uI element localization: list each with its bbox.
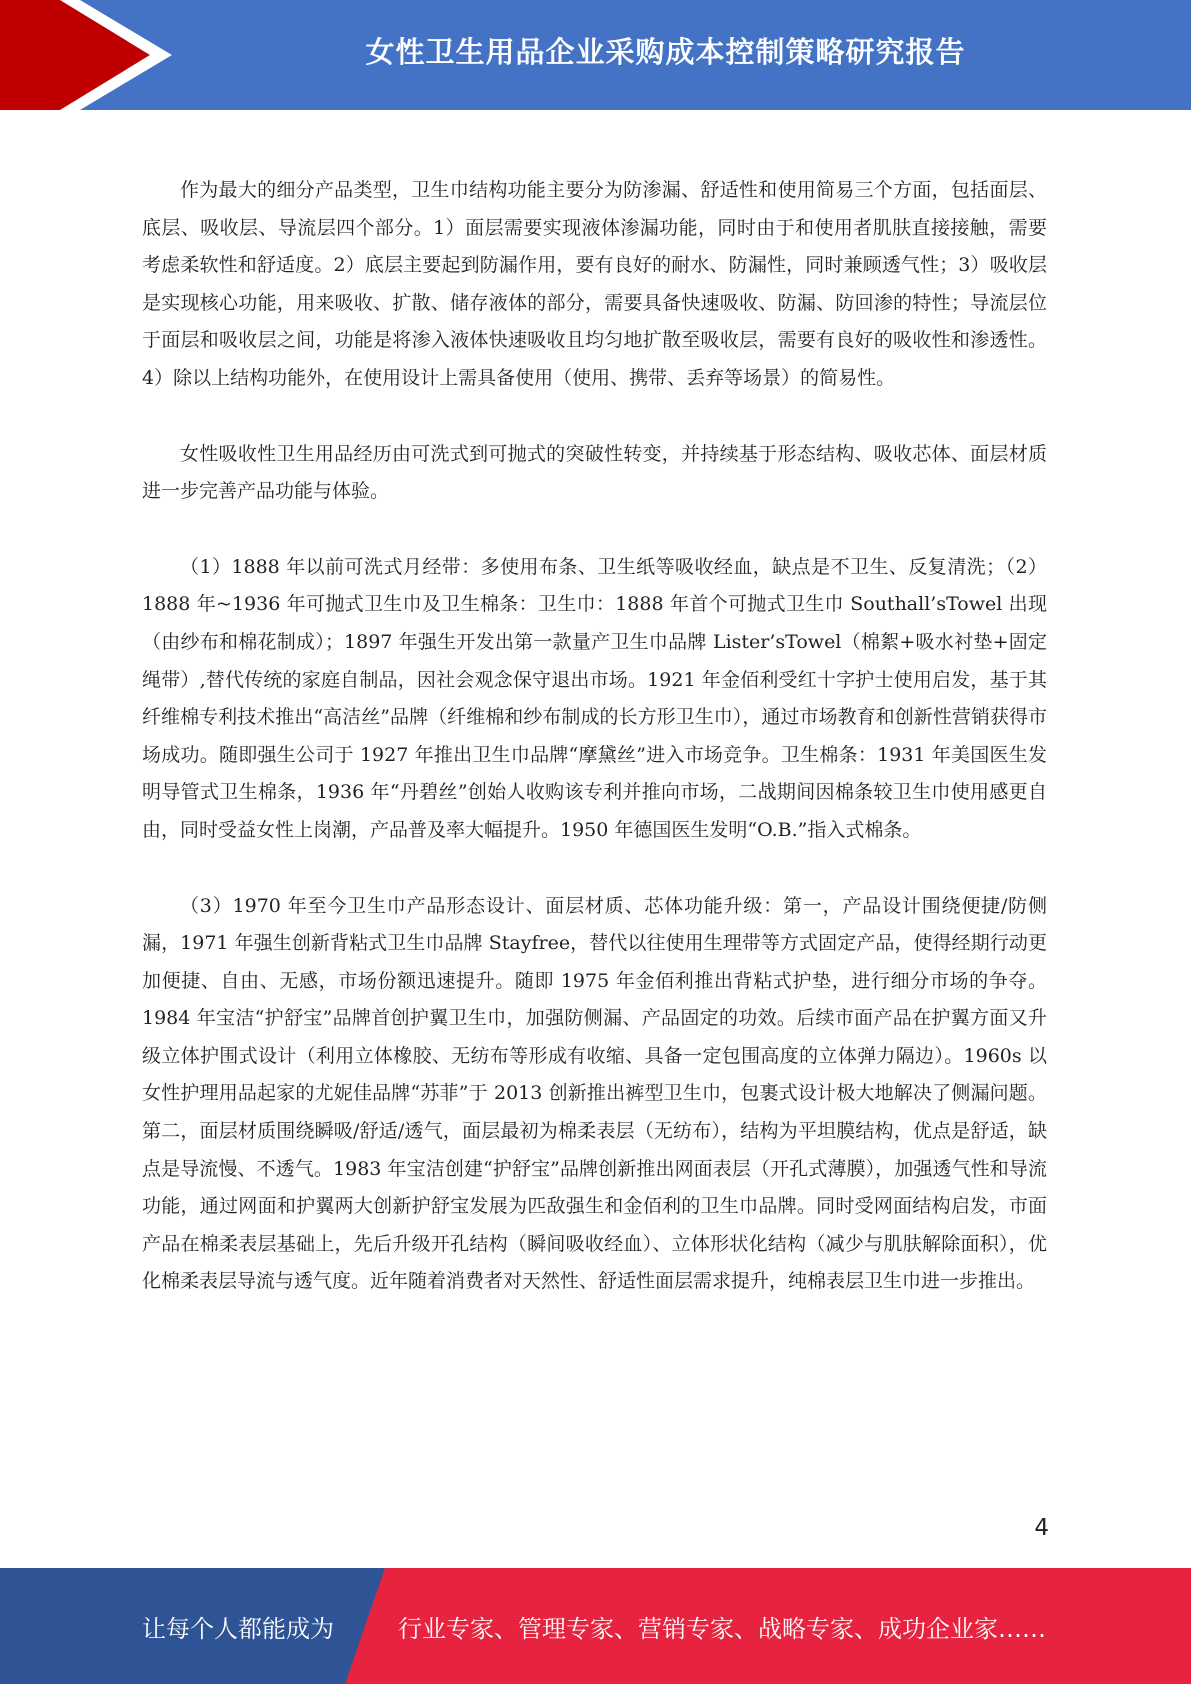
paragraph-evolution: 女性吸收性卫生用品经历由可洗式到可抛式的突破性转变，并持续基于形态结构、吸收芯体、面层材质进一步完善产品功能与体验。 <box>142 442 1047 503</box>
footer-slogan-right: 行业专家、管理专家、营销专家、战略专家、成功企业家…… <box>398 1614 1046 1643</box>
page-footer <box>0 1568 1191 1684</box>
header-red-arrow <box>0 0 150 110</box>
paragraph-history-3: （3）1970 年至今卫生巾产品形态设计、面层材质、芯体功能升级：第一，产品设计围绕便捷/防侧漏，1971 年强生创新背粘式卫生巾品牌 Stayfree，替代以往使用生理带等方式固定产品，使得经期行动更加便捷、自由、无感，市场份额迅速提升。随即 1975 年金佰利推出背粘式护垫，进行细分市场的争夺。1984 年宝洁“护舒宝”品牌首创护翼卫生巾，加强防侧漏、产品固定的功效。后续市面产品在护翼方面又升级立体护围式设计（利用立体橡胶、无纺布等形成有收缩、具备一定包围高度的立体弹力隔边）。1960s 以女性护理用品起家的尤妮佳品牌“苏菲”于 2013 创新推出裤型卫生巾，包裹式设计极大地解决了侧漏问题。第二，面层材质围绕瞬吸/舒适/透气，面层最初为棉柔表层（无纺布），结构为平坦膜结构，优点是舒适，缺点是导流慢、不透气。1983 年宝洁创建“护舒宝”品牌创新推出网面表层（开孔式薄膜），加强透气性和导流功能，通过网面和护翼两大创新护舒宝发展为匹敌强生和金佰利的卫生巾品牌。同时受网面结构启发，市面产品在棉柔表层基础上，先后升级开孔结构（瞬间吸收经血）、立体形状化结构（减少与肌肤解除面积），优化棉柔表层导流与透气度。近年随着消费者对天然性、舒适性面层需求提升，纯棉表层卫生巾进一步推出。 <box>142 894 1047 1293</box>
report-title: 女性卫生用品企业采购成本控制策略研究报告 <box>365 34 966 69</box>
footer-slogan-left: 让每个人都能成为 <box>142 1614 334 1643</box>
body-content <box>142 172 1047 1339</box>
page-number: 4 <box>1034 1515 1049 1541</box>
paragraph-history-1: （1）1888 年以前可洗式月经带：多使用布条、卫生纸等吸收经血，缺点是不卫生、反复清洗；（2）1888 年~1936 年可抛式卫生巾及卫生棉条：卫生巾：1888 年首个可抛式卫生巾 Southall’sTowel 出现（由纱布和棉花制成）；1897 年强生开发出第一款量产卫生巾品牌 Lister’sTowel（棉絮+吸水衬垫+固定绳带）,替代传统的家庭自制品，因社会观念保守退出市场。1921 年金佰利受红十字护士使用启发，基于其纤维棉专利技术推出“高洁丝”品牌（纤维棉和纱布制成的长方形卫生巾），通过市场教育和创新性营销获得市场成功。随即强生公司于 1927 年推出卫生巾品牌“摩黛丝”进入市场竞争。卫生棉条：1931 年美国医生发明导管式卫生棉条，1936 年“丹碧丝”创始人收购该专利并推向市场，二战期间因棉条较卫生巾使用感更自由，同时受益女性上岗潮，产品普及率大幅提升。1950 年德国医生发明“O.B.”指入式棉条。 <box>142 555 1047 841</box>
page-header <box>0 0 1191 110</box>
paragraph-structure: 作为最大的细分产品类型，卫生巾结构功能主要分为防渗漏、舒适性和使用简易三个方面，包括面层、底层、吸收层、导流层四个部分。1）面层需要实现液体渗漏功能，同时由于和使用者肌肤直接接触，需要考虑柔软性和舒适度。2）底层主要起到防漏作用，要有良好的耐水、防漏性，同时兼顾透气性；3）吸收层是实现核心功能，用来吸收、扩散、储存液体的部分，需要具备快速吸收、防漏、防回渗的特性；导流层位于面层和吸收层之间，功能是将渗入液体快速吸收且均匀地扩散至吸收层，需要有良好的吸收性和渗透性。4）除以上结构功能外，在使用设计上需具备使用（使用、携带、丢弃等场景）的简易性。 <box>142 179 1047 389</box>
